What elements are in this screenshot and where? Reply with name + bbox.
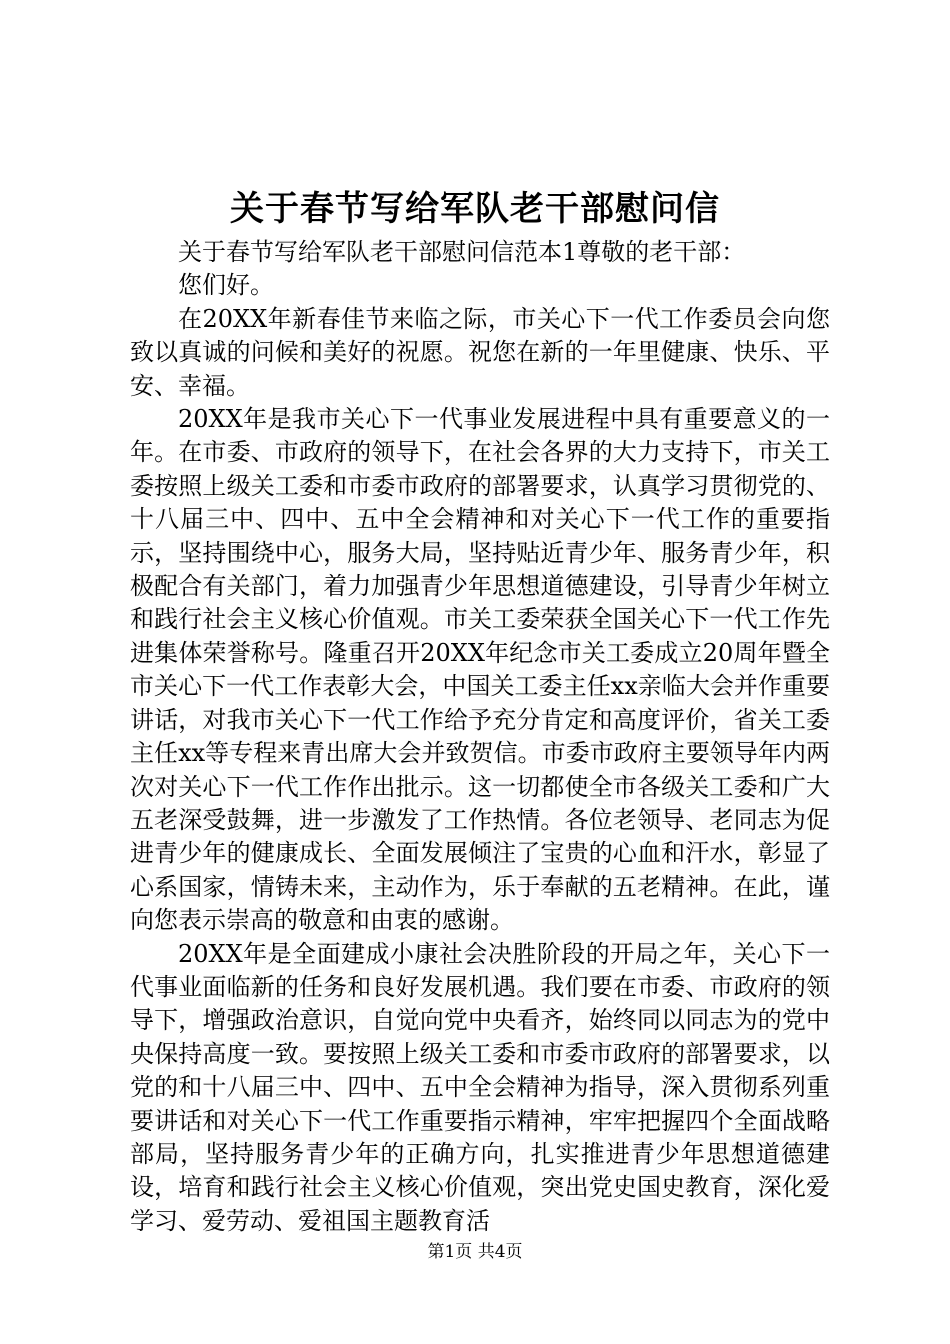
body-paragraph: 在20XX年新春佳节来临之际，市关心下一代工作委员会向您致以真诚的问候和美好的祝愿。祝您在新的一年里健康、快乐、平安、幸福。 xyxy=(130,304,830,400)
document-title: 关于春节写给军队老干部慰问信 xyxy=(230,189,720,229)
document-body xyxy=(130,236,830,1238)
body-paragraph: 关于春节写给军队老干部慰问信范本1尊敬的老干部： xyxy=(178,238,746,266)
page-number-footer: 第1页 共4页 xyxy=(427,1242,523,1262)
body-paragraph: 20XX年是我市关心下一代事业发展进程中具有重要意义的一年。在市委、市政府的领导下，在社会各界的大力支持下，市关工委按照上级关工委和市委市政府的部署要求，认真学习贯彻党的、十八届三中、四中、五中全会精神和对关心下一代工作的重要指示，坚持围绕中心，服务大局，坚持贴近青少年、服务青少年，积极配合有关部门，着力加强青少年思想道德建设，引导青少年树立和践行社会主义核心价值观。市关工委荣获全国关心下一代工作先进集体荣誉称号。隆重召开20XX年纪念市关工委成立20周年暨全市关心下一代工作表彰大会，中国关工委主任xx亲临大会并作重要讲话，对我市关心下一代工作给予充分肯定和高度评价，省关工委主任xx等专程来青出席大会并致贺信。市委市政府主要领导年内两次对关心下一代工作作出批示。这一切都使全市各级关工委和广大五老深受鼓舞，进一步激发了工作热情。各位老领导、老同志为促进青少年的健康成长、全面发展倾注了宝贵的心血和汗水，彰显了心系国家，情铸未来，主动作为，乐于奉献的五老精神。在此，谨向您表示崇高的敬意和由衷的感谢。 xyxy=(130,405,830,935)
body-paragraph: 20XX年是全面建成小康社会决胜阶段的开局之年，关心下一代事业面临新的任务和良好发展机遇。我们要在市委、市政府的领导下，增强政治意识，自觉向党中央看齐，始终同以同志为的党中央保持高度一致。要按照上级关工委和市委市政府的部署要求，以党的和十八届三中、四中、五中全会精神为指导，深入贯彻系列重要讲话和对关心下一代工作重要指示精神，牢牢把握四个全面战略部局，坚持服务青少年的正确方向，扎实推进青少年思想道德建设，培育和践行社会主义核心价值观，突出党史国史教育，深化爱学习、爱劳动、爱祖国主题教育活 xyxy=(130,939,830,1235)
body-paragraph: 您们好。 xyxy=(178,271,274,300)
